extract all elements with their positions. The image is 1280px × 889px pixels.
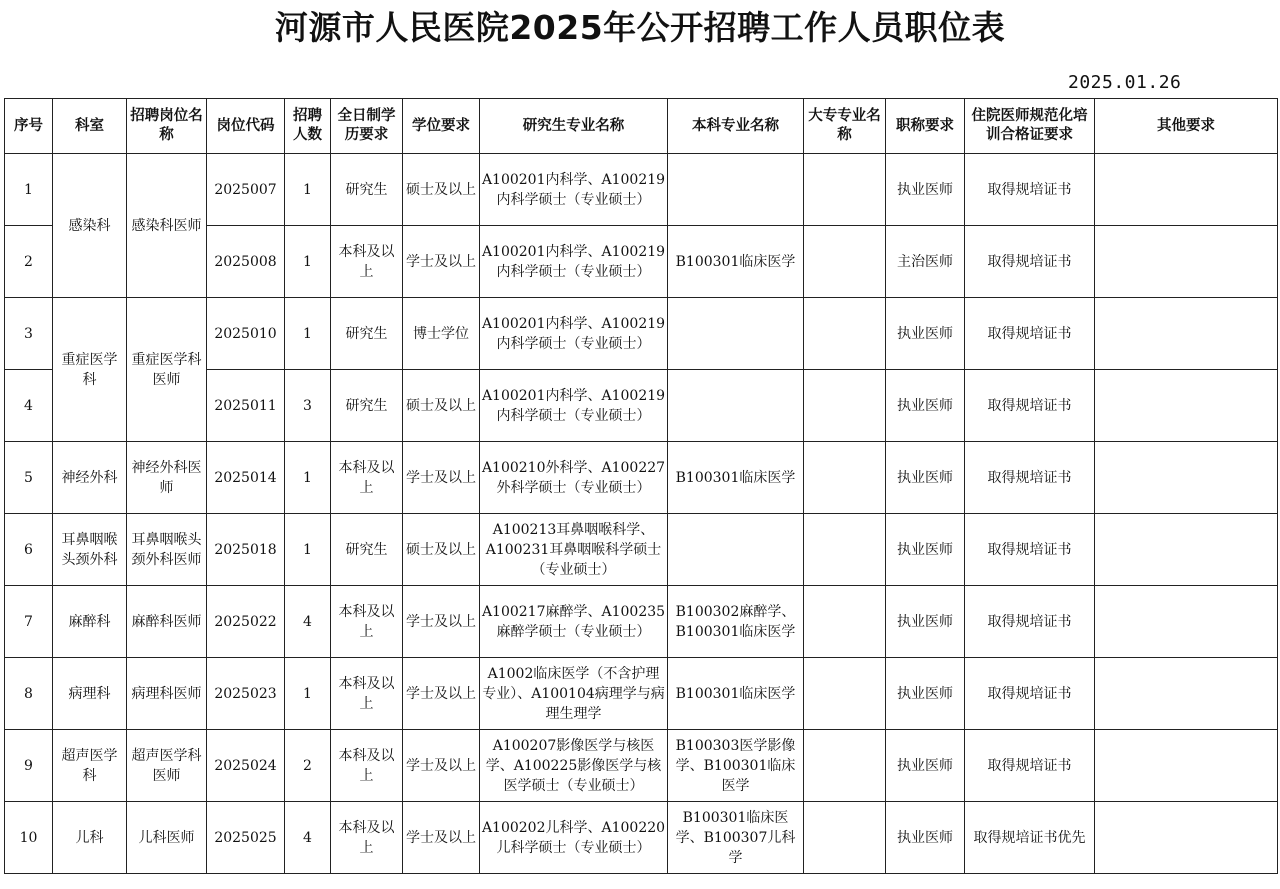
- cell-count: 1: [285, 442, 331, 514]
- cell-cert: 取得规培证书: [965, 226, 1095, 298]
- cell-title-req: 执业医师: [886, 658, 965, 730]
- table-row: [5, 298, 1278, 370]
- header-seq: 序号: [5, 99, 53, 154]
- cell-seq: 8: [5, 658, 53, 730]
- cell-grad-major: A100202儿科学、A100220儿科学硕士（专业硕士）: [480, 802, 668, 874]
- table-row: [5, 586, 1278, 658]
- cell-dept: 感染科: [53, 154, 127, 298]
- cell-cert: 取得规培证书: [965, 658, 1095, 730]
- cell-post: 感染科医师: [127, 154, 207, 298]
- cell-code: 2025014: [207, 442, 285, 514]
- cell-other: [1095, 730, 1278, 802]
- cell-jc-major: [804, 730, 886, 802]
- cell-seq: 3: [5, 298, 53, 370]
- header-grad-major: 研究生专业名称: [480, 99, 668, 154]
- cell-degree: 硕士及以上: [403, 370, 480, 442]
- cell-count: 1: [285, 298, 331, 370]
- table-row: [5, 514, 1278, 586]
- cell-ug-major: [668, 154, 804, 226]
- cell-dept: 病理科: [53, 658, 127, 730]
- cell-dept: 儿科: [53, 802, 127, 874]
- cell-ug-major: B100301临床医学: [668, 658, 804, 730]
- cell-seq: 4: [5, 370, 53, 442]
- cell-cert: 取得规培证书: [965, 298, 1095, 370]
- cell-post: 神经外科医师: [127, 442, 207, 514]
- cell-degree: 学士及以上: [403, 802, 480, 874]
- cell-jc-major: [804, 658, 886, 730]
- cell-count: 4: [285, 586, 331, 658]
- cell-dept: 超声医学科: [53, 730, 127, 802]
- cell-edu: 本科及以上: [331, 730, 403, 802]
- cell-edu: 本科及以上: [331, 442, 403, 514]
- cell-grad-major: A100213耳鼻咽喉科学、A100231耳鼻咽喉科学硕士（专业硕士）: [480, 514, 668, 586]
- cell-jc-major: [804, 298, 886, 370]
- cell-jc-major: [804, 802, 886, 874]
- cell-jc-major: [804, 154, 886, 226]
- cell-seq: 6: [5, 514, 53, 586]
- cell-jc-major: [804, 226, 886, 298]
- cell-edu: 本科及以上: [331, 226, 403, 298]
- table-row: [5, 802, 1278, 874]
- cell-count: 1: [285, 154, 331, 226]
- cell-edu: 研究生: [331, 514, 403, 586]
- cell-code: 2025022: [207, 586, 285, 658]
- cell-ug-major: [668, 514, 804, 586]
- cell-count: 2: [285, 730, 331, 802]
- cell-other: [1095, 154, 1278, 226]
- cell-grad-major: A100201内科学、A100219内科学硕士（专业硕士）: [480, 370, 668, 442]
- cell-count: 4: [285, 802, 331, 874]
- cell-title-req: 执业医师: [886, 514, 965, 586]
- cell-cert: 取得规培证书: [965, 370, 1095, 442]
- cell-cert: 取得规培证书: [965, 154, 1095, 226]
- cell-degree: 学士及以上: [403, 658, 480, 730]
- header-edu: 全日制学历要求: [331, 99, 403, 154]
- cell-ug-major: B100301临床医学: [668, 442, 804, 514]
- cell-code: 2025018: [207, 514, 285, 586]
- cell-title-req: 执业医师: [886, 370, 965, 442]
- table-row: [5, 730, 1278, 802]
- cell-seq: 2: [5, 226, 53, 298]
- cell-title-req: 执业医师: [886, 802, 965, 874]
- cell-seq: 7: [5, 586, 53, 658]
- cell-post: 麻醉科医师: [127, 586, 207, 658]
- cell-edu: 本科及以上: [331, 658, 403, 730]
- cell-edu: 本科及以上: [331, 802, 403, 874]
- cell-ug-major: [668, 370, 804, 442]
- cell-title-req: 执业医师: [886, 442, 965, 514]
- cell-cert: 取得规培证书: [965, 442, 1095, 514]
- cell-seq: 5: [5, 442, 53, 514]
- cell-cert: 取得规培证书: [965, 586, 1095, 658]
- cell-jc-major: [804, 442, 886, 514]
- cell-seq: 1: [5, 154, 53, 226]
- cell-degree: 学士及以上: [403, 226, 480, 298]
- cell-title-req: 执业医师: [886, 154, 965, 226]
- header-title-req: 职称要求: [886, 99, 965, 154]
- cell-grad-major: A100210外科学、A100227外科学硕士（专业硕士）: [480, 442, 668, 514]
- cell-degree: 硕士及以上: [403, 514, 480, 586]
- table-row: [5, 154, 1278, 226]
- cell-edu: 研究生: [331, 154, 403, 226]
- header-dept: 科室: [53, 99, 127, 154]
- cell-code: 2025024: [207, 730, 285, 802]
- cell-other: [1095, 442, 1278, 514]
- cell-code: 2025007: [207, 154, 285, 226]
- cell-title-req: 主治医师: [886, 226, 965, 298]
- table-row: [5, 442, 1278, 514]
- header-post: 招聘岗位名称: [127, 99, 207, 154]
- cell-edu: 本科及以上: [331, 586, 403, 658]
- cell-jc-major: [804, 370, 886, 442]
- cell-count: 3: [285, 370, 331, 442]
- cell-seq: 10: [5, 802, 53, 874]
- cell-ug-major: [668, 298, 804, 370]
- cell-degree: 学士及以上: [403, 730, 480, 802]
- cell-grad-major: A100201内科学、A100219内科学硕士（专业硕士）: [480, 226, 668, 298]
- header-code: 岗位代码: [207, 99, 285, 154]
- header-cert: 住院医师规范化培训合格证要求: [965, 99, 1095, 154]
- cell-count: 1: [285, 658, 331, 730]
- cell-other: [1095, 226, 1278, 298]
- cell-seq: 9: [5, 730, 53, 802]
- cell-code: 2025010: [207, 298, 285, 370]
- header-jc-major: 大专专业名称: [804, 99, 886, 154]
- position-table: [4, 98, 1278, 874]
- cell-post: 病理科医师: [127, 658, 207, 730]
- cell-dept: 重症医学科: [53, 298, 127, 442]
- cell-other: [1095, 586, 1278, 658]
- header-other: 其他要求: [1095, 99, 1278, 154]
- document-date: 2025.01.26: [1068, 72, 1182, 93]
- header-row: [5, 99, 1278, 154]
- cell-grad-major: A100201内科学、A100219内科学硕士（专业硕士）: [480, 298, 668, 370]
- cell-other: [1095, 802, 1278, 874]
- cell-grad-major: A1002临床医学（不含护理专业）、A100104病理学与病理生理学: [480, 658, 668, 730]
- cell-other: [1095, 298, 1278, 370]
- cell-code: 2025011: [207, 370, 285, 442]
- cell-cert: 取得规培证书优先: [965, 802, 1095, 874]
- cell-grad-major: A100217麻醉学、A100235麻醉学硕士（专业硕士）: [480, 586, 668, 658]
- cell-code: 2025023: [207, 658, 285, 730]
- cell-degree: 硕士及以上: [403, 154, 480, 226]
- cell-count: 1: [285, 514, 331, 586]
- cell-post: 重症医学科医师: [127, 298, 207, 442]
- cell-edu: 研究生: [331, 298, 403, 370]
- cell-other: [1095, 514, 1278, 586]
- cell-cert: 取得规培证书: [965, 730, 1095, 802]
- cell-dept: 神经外科: [53, 442, 127, 514]
- header-degree: 学位要求: [403, 99, 480, 154]
- cell-count: 1: [285, 226, 331, 298]
- cell-grad-major: A100207影像医学与核医学、A100225影像医学与核医学硕士（专业硕士）: [480, 730, 668, 802]
- cell-jc-major: [804, 586, 886, 658]
- cell-cert: 取得规培证书: [965, 514, 1095, 586]
- cell-other: [1095, 370, 1278, 442]
- cell-title-req: 执业医师: [886, 730, 965, 802]
- table-row: [5, 658, 1278, 730]
- cell-grad-major: A100201内科学、A100219内科学硕士（专业硕士）: [480, 154, 668, 226]
- cell-post: 耳鼻咽喉头颈外科医师: [127, 514, 207, 586]
- cell-post: 儿科医师: [127, 802, 207, 874]
- cell-ug-major: B100303医学影像学、B100301临床医学: [668, 730, 804, 802]
- cell-jc-major: [804, 514, 886, 586]
- cell-ug-major: B100302麻醉学、B100301临床医学: [668, 586, 804, 658]
- header-count: 招聘人数: [285, 99, 331, 154]
- cell-degree: 学士及以上: [403, 586, 480, 658]
- cell-title-req: 执业医师: [886, 586, 965, 658]
- cell-ug-major: B100301临床医学、B100307儿科学: [668, 802, 804, 874]
- cell-edu: 研究生: [331, 370, 403, 442]
- page-title: 河源市人民医院2025年公开招聘工作人员职位表: [274, 8, 1006, 47]
- cell-degree: 学士及以上: [403, 442, 480, 514]
- cell-dept: 耳鼻咽喉头颈外科: [53, 514, 127, 586]
- cell-title-req: 执业医师: [886, 298, 965, 370]
- cell-code: 2025008: [207, 226, 285, 298]
- cell-other: [1095, 658, 1278, 730]
- header-ug-major: 本科专业名称: [668, 99, 804, 154]
- cell-degree: 博士学位: [403, 298, 480, 370]
- cell-code: 2025025: [207, 802, 285, 874]
- cell-ug-major: B100301临床医学: [668, 226, 804, 298]
- cell-post: 超声医学科医师: [127, 730, 207, 802]
- cell-dept: 麻醉科: [53, 586, 127, 658]
